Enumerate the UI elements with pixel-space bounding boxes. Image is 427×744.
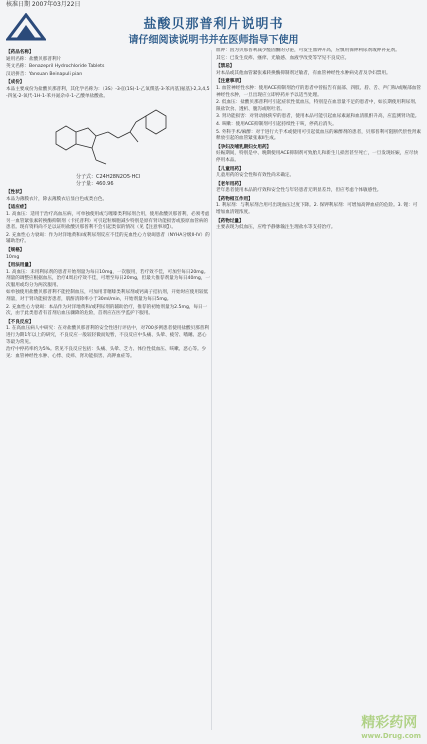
right-section-paragraph: 5. 外科手术/麻醉：对于进行大手术或使用可引起低血压的麻醉剂的患者，贝那普利可阻断代偿性肾素释放引起的血管紧张素II生成。	[216, 129, 421, 142]
generic-name: 通用名称：盐酸贝那普利片	[6, 56, 62, 62]
right-section-heading: 【孕妇及哺乳期妇女用药】	[216, 144, 272, 150]
right-section-paragraph: 3. 肾功能损害：对肾动脉狭窄的患者，使用本品可能引起血尿素氮和血清肌酐升高，应监测肾功能。	[216, 114, 420, 120]
section-ingredients: 【成份】	[6, 80, 25, 86]
left-section-paragraph: 本品为薄膜衣片，除去薄膜衣后显白色或类白色。	[6, 196, 108, 202]
english-name: 英文名称：Benazepril Hydrochloride Tablets	[6, 64, 105, 70]
section-drug-name: 【药品名称】	[6, 50, 34, 55]
right-section-paragraph: 老年患者使用本品的疗效和安全性与年轻患者无明显差异，但应考虑个体敏感性。	[216, 188, 382, 194]
right-sections	[216, 48, 421, 232]
right-section-paragraph: 儿童用药的安全性和有效性尚未确定。	[216, 173, 295, 179]
left-section-paragraph: 2. 充血性心力衰竭：作为对洋地黄和/或利尿剂反应不佳的充血性心力衰竭患者（NYHA分级II-IV）的辅助治疗。	[6, 232, 210, 245]
left-section-heading: 【不良反应】	[6, 319, 34, 325]
molecular-weight: 分子量：460.96	[76, 181, 114, 188]
watermark-main: 精彩药网	[361, 715, 418, 731]
left-section-paragraph: 治疗中停药率约为5%。常见不良反应包括：头痛、头晕、乏力、体位性低血压、咳嗽、恶心等。少见：血管神经性水肿、心悸、皮疹、肾功能损害、高钾血症等。	[6, 347, 207, 359]
right-section-paragraph: 2. 低血压：盐酸贝那普利可引起症状性低血压，特别是在血容量不足的患者中，如长期使用利尿剂、限盐饮食、透析、腹泻或呕吐者。	[216, 100, 420, 112]
left-section-heading: 【规格】	[6, 247, 25, 253]
right-section-paragraph: 主要表现为低血压，应给予静脉输注生理盐水等支持治疗。	[216, 225, 336, 231]
right-section-paragraph: 对本品或其他血管紧张素转换酶抑制剂过敏者，有血管神经性水肿病史者及孕妇禁用。	[216, 70, 391, 76]
left-section-paragraph: 1. 高血压：适用于治疗高血压病，可单独使用或与噻嗪类利尿剂合用，使用盐酸贝那普利，必须考虑另一血管紧张素转换酶抑制剂（卡托普利）可引起粒细胞减少特别是原有肾功能损害或胶原血管病的患者。现有资料尚不足以证明盐酸贝那普利不会引起类似的情况（见【注意事项】）。	[6, 211, 210, 231]
left-sections	[6, 190, 211, 360]
left-section-paragraph: 2. 充血性心力衰竭：本品作为对洋地黄和/或利尿剂的辅助治疗，推荐的初始剂量为2.5mg，每日一次，由于此类患者有首剂后血压骤降的危险，首剂应在医学监护下服用。	[6, 304, 208, 317]
right-section-paragraph: 血钾：因为贝那普利减少醛固酮的分泌，可发生血钾升高，应慎用保钾利尿剂或钾补充剂。	[216, 48, 400, 53]
site-watermark	[361, 712, 421, 740]
left-section-heading: 【用法用量】	[6, 263, 34, 269]
right-section-heading: 【儿童用药】	[216, 166, 244, 172]
pinyin-name: 汉语拼音：Yansuan Beinapuli pian	[6, 71, 83, 77]
left-column	[6, 48, 211, 738]
watermark-url: www.Drug.com	[361, 732, 421, 740]
right-section-paragraph: 4. 咳嗽：使用ACE抑制剂可引起持续性干咳，停药后消失。	[216, 121, 337, 127]
structural-formula	[6, 102, 211, 172]
right-section-heading: 【老年用药】	[216, 181, 244, 187]
left-section-paragraph: 1. 高血压：未用利尿剂的患者开始剂量为每日10mg，一次服用，若疗效不佳，可加至每日20mg。剂量的调整应根据血压，治疗4周后疗效不佳，可增至每日20mg，但最大推荐剂量为每日40mg，一次服用或均分为两次服用。	[6, 269, 210, 288]
left-section-heading: 【性状】	[6, 190, 25, 196]
structure-diagram-icon	[46, 102, 176, 172]
right-section-heading: 【药物过量】	[216, 218, 244, 224]
left-section-paragraph: 10mg	[6, 254, 20, 260]
right-section-paragraph: 1. 血管神经性水肿：使用ACE抑制剂治疗的患者中曾报告有面部、四肢、唇、舌、声门和/或喉部血管神经性水肿，一旦出现应立即停药并予以适当处理。	[216, 85, 421, 98]
molecular-formula: 分子式：C24H28N2O5·HCl	[76, 174, 141, 181]
right-section-heading: 【注意事项】	[216, 79, 244, 85]
right-section-paragraph: 其它：已发生皮疹、瘙痒、光敏感、血液学改变等罕见不良反应。	[216, 55, 350, 61]
right-section-heading: 【药物相互作用】	[216, 196, 253, 202]
column-divider	[211, 50, 212, 730]
left-section-paragraph: 如单独使用盐酸贝那普利不能控制血压，可加用非噻嗪类利尿剂或钙离子拮抗剂，开始时应使用较低剂量，对于肾功能损害患者，肌酐清除率小于30ml/min，开始剂量为每日5mg。	[6, 290, 209, 303]
document-title: 盐酸贝那普利片说明书	[143, 17, 284, 32]
right-section-paragraph: 妊娠期间，特别是中、晚期使用ACE抑制剂可致胎儿和新生儿损害甚至死亡，一旦发现妊娠，应尽快停用本品。	[216, 151, 419, 163]
document-subtitle: 请仔细阅读说明书并在医师指导下使用	[128, 35, 299, 46]
right-column	[216, 48, 421, 738]
left-section-paragraph: 1. 在高血压病人中研究：在对盐酸贝那普利的安全性进行评估中，对700多例患者使用盐酸贝那普利进行为期1年以上的研究，不良反应一般较轻微而短暂，不良反应中头痛、头晕、疲劳、嗜睡、恶心等最为常见。	[6, 326, 209, 345]
right-section-heading: 【禁忌】	[216, 64, 235, 70]
left-section-heading: 【适应症】	[6, 205, 29, 211]
right-section-paragraph: 1. 利尿剂：与利尿剂合用可出现血压过度下降。2. 保钾利尿剂：可增加高钾血症的危险。3. 锂：可增加血清锂浓度。	[216, 203, 418, 216]
approval-date: 核准日期 2007年03月22日	[6, 1, 81, 8]
ingredients-text: 本品主要成份为盐酸贝那普利，其化学名称为：（3S）-3-[[(1S)-1-乙氧羰基-3-苯丙基]氨基]-2,3,4,5-四氢-2-氧代-1H-1-苯并氮杂卓-1-乙酸单盐酸盐。	[6, 86, 210, 99]
